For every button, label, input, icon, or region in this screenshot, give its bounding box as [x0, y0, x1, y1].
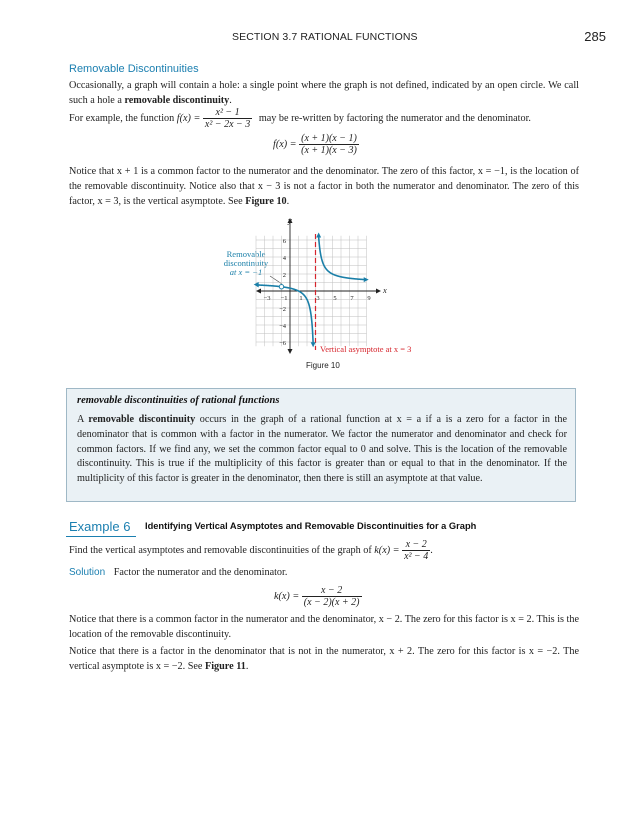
- removable-leader-line: [270, 276, 282, 284]
- x-tick--3: −3: [263, 295, 271, 302]
- x-tick--1: −1: [280, 295, 288, 302]
- label-removable-1: Removable: [226, 249, 266, 259]
- example-paragraph-1: Notice that there is a common factor in the numerator and the denominator, x − 2. The zero for this factor is x = 2. This is the location of the removable discontinuity.: [69, 614, 579, 640]
- p3-end: .: [286, 195, 290, 207]
- label-removable-2: discontinuity: [223, 258, 269, 268]
- y-tick-6: 6: [282, 238, 286, 245]
- x-tick-7: 7: [350, 295, 354, 302]
- curve-arrow-right: [364, 277, 369, 282]
- curve-arrow-down: [311, 342, 316, 347]
- x-axis-arrow-left: [256, 289, 261, 294]
- y-tick--6: −6: [279, 340, 286, 347]
- intro-text-b: .: [229, 94, 232, 106]
- x-axis-arrow-right: [376, 289, 381, 294]
- x-tick-1: 1: [299, 295, 303, 302]
- eq-k-num: x − 2: [302, 585, 362, 597]
- y-axis-label: y: [288, 215, 292, 225]
- example-k-num: x − 2: [402, 539, 430, 551]
- p2-trail: may be re-written by factoring the numerator and the denominator.: [258, 112, 531, 124]
- example-k-fraction: [402, 539, 430, 562]
- example-paragraph-2: [69, 645, 579, 675]
- y-tick--2: −2: [279, 306, 286, 313]
- p2-frac-num: x² − 1: [203, 107, 252, 119]
- p2-lead: For example, the function: [69, 112, 177, 124]
- x-axis-label: x: [383, 285, 387, 295]
- solution-label: Solution: [69, 567, 106, 578]
- eq1-lhs: f(x) =: [273, 138, 297, 150]
- x-tick-5: 5: [333, 295, 337, 302]
- subheading: Removable Discontinuities: [69, 63, 199, 75]
- eq1-fraction: [299, 133, 359, 156]
- x-tick-3: 3: [316, 295, 320, 302]
- p2-frac-den: x² − 2x − 3: [204, 119, 251, 130]
- example-prompt-end: .: [430, 544, 433, 556]
- equation-factored: [273, 133, 359, 156]
- definition-t1: A: [77, 414, 89, 425]
- label-vertical-asymptote: Vertical asymptote at x = 3: [320, 344, 412, 354]
- p2-fraction: [203, 107, 252, 130]
- eq1-num: (x + 1)(x − 1): [301, 133, 357, 144]
- intro-bold: removable discontinuity: [124, 94, 230, 106]
- definition-bold: removable discontinuity: [88, 414, 196, 425]
- paragraph-example-function: [69, 107, 531, 130]
- y-axis-arrow-down: [288, 349, 293, 354]
- y-tick-4: 4: [282, 255, 286, 262]
- p3-text: Notice that x + 1 is a common factor to the numerator and the denominator. The zero of this factor, x = −1, is the location of the removable discontinuity. Notice also that x − 3 is not a factor in both the numerator and denominator. The zero of this factor, x = 3, is the vertical asymptote. See: [69, 166, 579, 207]
- equation-k-factored: [274, 585, 362, 608]
- page-number: 285: [584, 29, 606, 44]
- removable-discontinuity-hole: [279, 285, 283, 289]
- section-title: RATIONAL FUNCTIONS: [300, 31, 418, 43]
- example-kx: k(x) =: [374, 544, 400, 556]
- p3-figure-ref: Figure 10: [245, 195, 287, 207]
- eq-k-lhs: k(x) =: [274, 590, 300, 602]
- curve-arrow-up: [316, 233, 321, 238]
- curve-left-branch: [258, 285, 313, 343]
- example-title: Identifying Vertical Asymptotes and Removable Discontinuities for a Graph: [145, 521, 477, 531]
- paragraph-notice: [69, 165, 579, 209]
- running-header: [232, 31, 418, 43]
- figure-caption: Figure 10: [306, 361, 340, 370]
- x-tick-9: 9: [367, 295, 371, 302]
- paragraph-intro: [69, 79, 579, 109]
- eq1-den: (x + 1)(x − 3): [301, 145, 357, 156]
- example-p2-text: Notice that there is a factor in the denominator that is not in the numerator, x + 2. The zero for this factor is x = −2. The vertical asymptote is x = −2. See: [69, 646, 579, 672]
- example-label: Example 6: [69, 519, 131, 534]
- y-tick-2: 2: [282, 272, 286, 279]
- definition-title: removable discontinuities of rational functions: [77, 395, 280, 406]
- example-prompt: [69, 539, 433, 562]
- example-prompt-text: Find the vertical asymptotes and removable discontinuities of the graph of: [69, 544, 375, 556]
- example-p2-figure-ref: Figure 11: [204, 660, 246, 672]
- label-removable-3: at x = −1: [229, 267, 263, 277]
- intro-text-a: Occasionally, a graph will contain a hole: a single point where the graph is not defined, indicated by an open circle. We call such a hole a: [69, 80, 579, 106]
- solution-text: Factor the numerator and the denominator.: [113, 567, 288, 578]
- example-k-den: x² − 4: [404, 551, 429, 562]
- section-label: SECTION 3.7: [232, 31, 298, 43]
- eq-k-den: (x − 2)(x + 2): [303, 597, 360, 608]
- figure-10-graph: [200, 212, 412, 360]
- eq-k-fraction: [302, 585, 362, 608]
- example-underline: [66, 536, 136, 537]
- definition-text: [77, 413, 567, 487]
- y-tick--4: −4: [279, 323, 286, 330]
- p2-fx: f(x) =: [176, 112, 201, 124]
- definition-t2: occurs in the graph of a rational function at x = a if a is a zero for a factor in the denominator that is common with a factor in the numerator. We factor the numerator and denominator and check for common factors. If we find any, we set the common factor equal to 0 and solve. This is the location of the removable discontinuity. This is true if the multiplicity of this factor is greater than or equal to that in the denominator. If the multiplicity of this factor is greater in the denominator, then there is still an asymptote at that value.: [77, 414, 567, 485]
- example-p2-end: .: [245, 660, 249, 672]
- solution-line: [69, 567, 287, 578]
